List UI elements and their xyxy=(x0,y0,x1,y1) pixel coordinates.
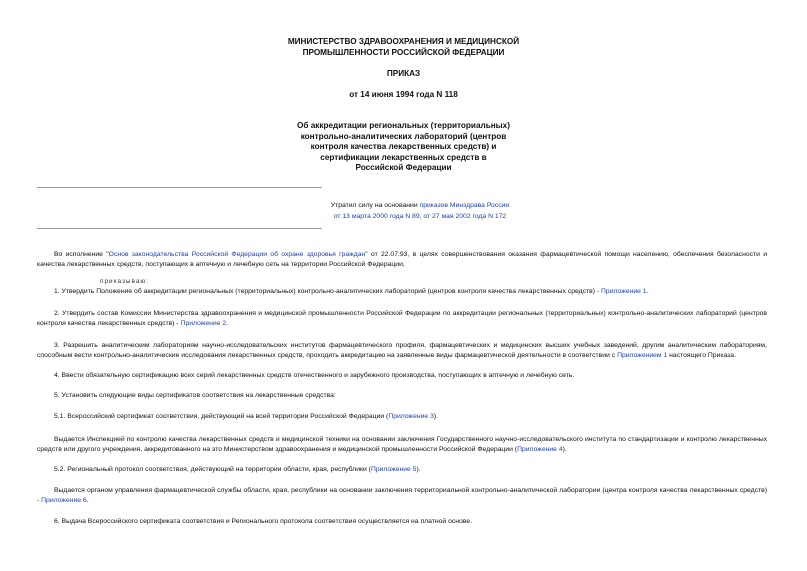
item-3-text: 3. Разрешить аналитическим лабораториям научно-исследовательских институтов фармацевтического профиля, фармацевтических и медицинских высших учебных заведений, другим аналитическим лабораториям, способным вести контрольно-аналитические исследования лекарственных средств, проходить аккредитацию на заявленные виды фармацевтической деятельности в соответствии с xyxy=(37,342,767,359)
title-line-5: Российской Федерации xyxy=(355,163,452,172)
item-2-text: 2. Утвердить состав Комиссии Министерства здравоохранения и медицинской промышленности Российской Федерации по аккредитации региональных (территориальных) контрольно-аналитических лабораторий (центров контроля качества лекарственных средств) - xyxy=(37,310,767,327)
divider-top xyxy=(37,187,322,188)
item-2 xyxy=(37,309,767,329)
item-1-text: 1. Утвердить Положение об аккредитации региональных (территориальных) контрольно-аналитических лабораторий (центров контроля качества лекарственных средств) - xyxy=(54,288,602,295)
item-5-2-details-end: . xyxy=(86,497,89,504)
document-title xyxy=(0,121,807,174)
item-5-2-details-link[interactable]: Приложение 6 xyxy=(41,497,87,504)
item-1-link[interactable]: Приложение 1 xyxy=(601,288,647,295)
ministry-line-1: МИНИСТЕРСТВО ЗДРАВООХРАНЕНИЯ И МЕДИЦИНСКОЙ xyxy=(287,37,520,46)
title-line-3: контроля качества лекарственных средств) и xyxy=(310,142,497,151)
item-5-1-link[interactable]: Приложение 3 xyxy=(388,413,434,420)
item-5-2 xyxy=(37,465,767,475)
document-date: от 14 июня 1994 года N 118 xyxy=(349,90,458,99)
item-5-2-details xyxy=(37,486,767,506)
ministry-heading xyxy=(0,37,807,58)
ordered-word: приказываю: xyxy=(100,278,149,285)
item-2-link[interactable]: Приложение 2 xyxy=(180,320,227,327)
item-5-1-text: 5.1. Всероссийский сертификат соответствия, действующий на всей территории Российской Федерации ( xyxy=(54,413,389,420)
item-5-2-end: ). xyxy=(416,466,421,473)
item-5-2-details-text: Выдается органом управления фармацевтической службы области, края, республики на основании заключения территориальной контрольно-аналитической лаборатории (центра контроля качества лекарственных средств) - xyxy=(37,487,767,504)
item-5-1-details-text: Выдается Инспекцией по контролю качества лекарственных средств и медицинской техники на основании заключения Государственного научно-исследовательского института по стандартизации и контролю лекарственных средств или другого учреждения, аккредитованного на это Министерством здравоохранения и медицинской промышленности Российской Федерации ( xyxy=(37,436,767,453)
item-5-1-end: ). xyxy=(433,413,439,420)
preamble-law-link[interactable]: Основ законодательства Российской Федерации об охране здоровья граждан xyxy=(108,251,366,258)
item-5-1-details-link[interactable]: Приложение 4 xyxy=(517,446,563,453)
revocation-note xyxy=(300,200,540,222)
item-1-end: . xyxy=(646,288,649,295)
item-1 xyxy=(37,287,767,297)
title-line-2: контрольно-аналитических лабораторий (центров xyxy=(300,131,507,141)
divider-bottom xyxy=(37,228,322,229)
item-5-1-details xyxy=(37,435,767,455)
item-3 xyxy=(37,341,767,361)
ministry-line-2: ПРОМЫШЛЕННОСТИ РОССИЙСКОЙ ФЕДЕРАЦИИ xyxy=(302,47,505,57)
item-5-2-link[interactable]: Приложение 5 xyxy=(370,466,417,473)
title-line-4: сертификации лекарственных средств в xyxy=(320,152,487,162)
preamble-paragraph xyxy=(37,250,767,270)
revocation-prefix: Утратил силу на основании xyxy=(330,202,420,209)
item-5: 5. Установить следующие виды сертификатов соответствия на лекарственные средства: xyxy=(54,392,336,399)
preamble-suffix: " от 22.07.93, в целях совершенствования оказания фармацевтической помощи населению, обеспечения безопасности и качества лекарственных средств, поступающих в аптечную и лечебную сеть на территории Российской Федерации, xyxy=(37,251,768,268)
revocation-link-dates[interactable]: от 13 марта 2000 года N 89, от 27 мая 2002 года N 172 xyxy=(333,213,507,220)
title-line-1: Об аккредитации региональных (территориальных) xyxy=(297,121,510,130)
item-5-1 xyxy=(37,412,767,422)
revocation-link-orders[interactable]: приказов Минздрава России xyxy=(419,202,510,209)
item-6: 6. Выдача Всероссийского сертификата соответствия и Регионального протокола соответствия осуществляется на платной основе. xyxy=(54,518,473,525)
item-5-1-details-end: ). xyxy=(562,446,567,453)
item-4: 4. Ввести обязательную сертификацию всех серий лекарственных средств отечественного и зарубежного производства, поступающих в аптечную и лечебную сеть. xyxy=(54,372,575,379)
item-5-2-text: 5.2. Региональный протокол соответствия, действующий на территории области, края, республики ( xyxy=(54,466,371,473)
document-type: ПРИКАЗ xyxy=(386,69,421,78)
item-2-end: . xyxy=(226,320,229,327)
item-3-link[interactable]: Приложением 1 xyxy=(617,352,668,359)
item-3-end: настоящего Приказа. xyxy=(667,352,736,359)
preamble-prefix: Во исполнение " xyxy=(54,251,109,258)
